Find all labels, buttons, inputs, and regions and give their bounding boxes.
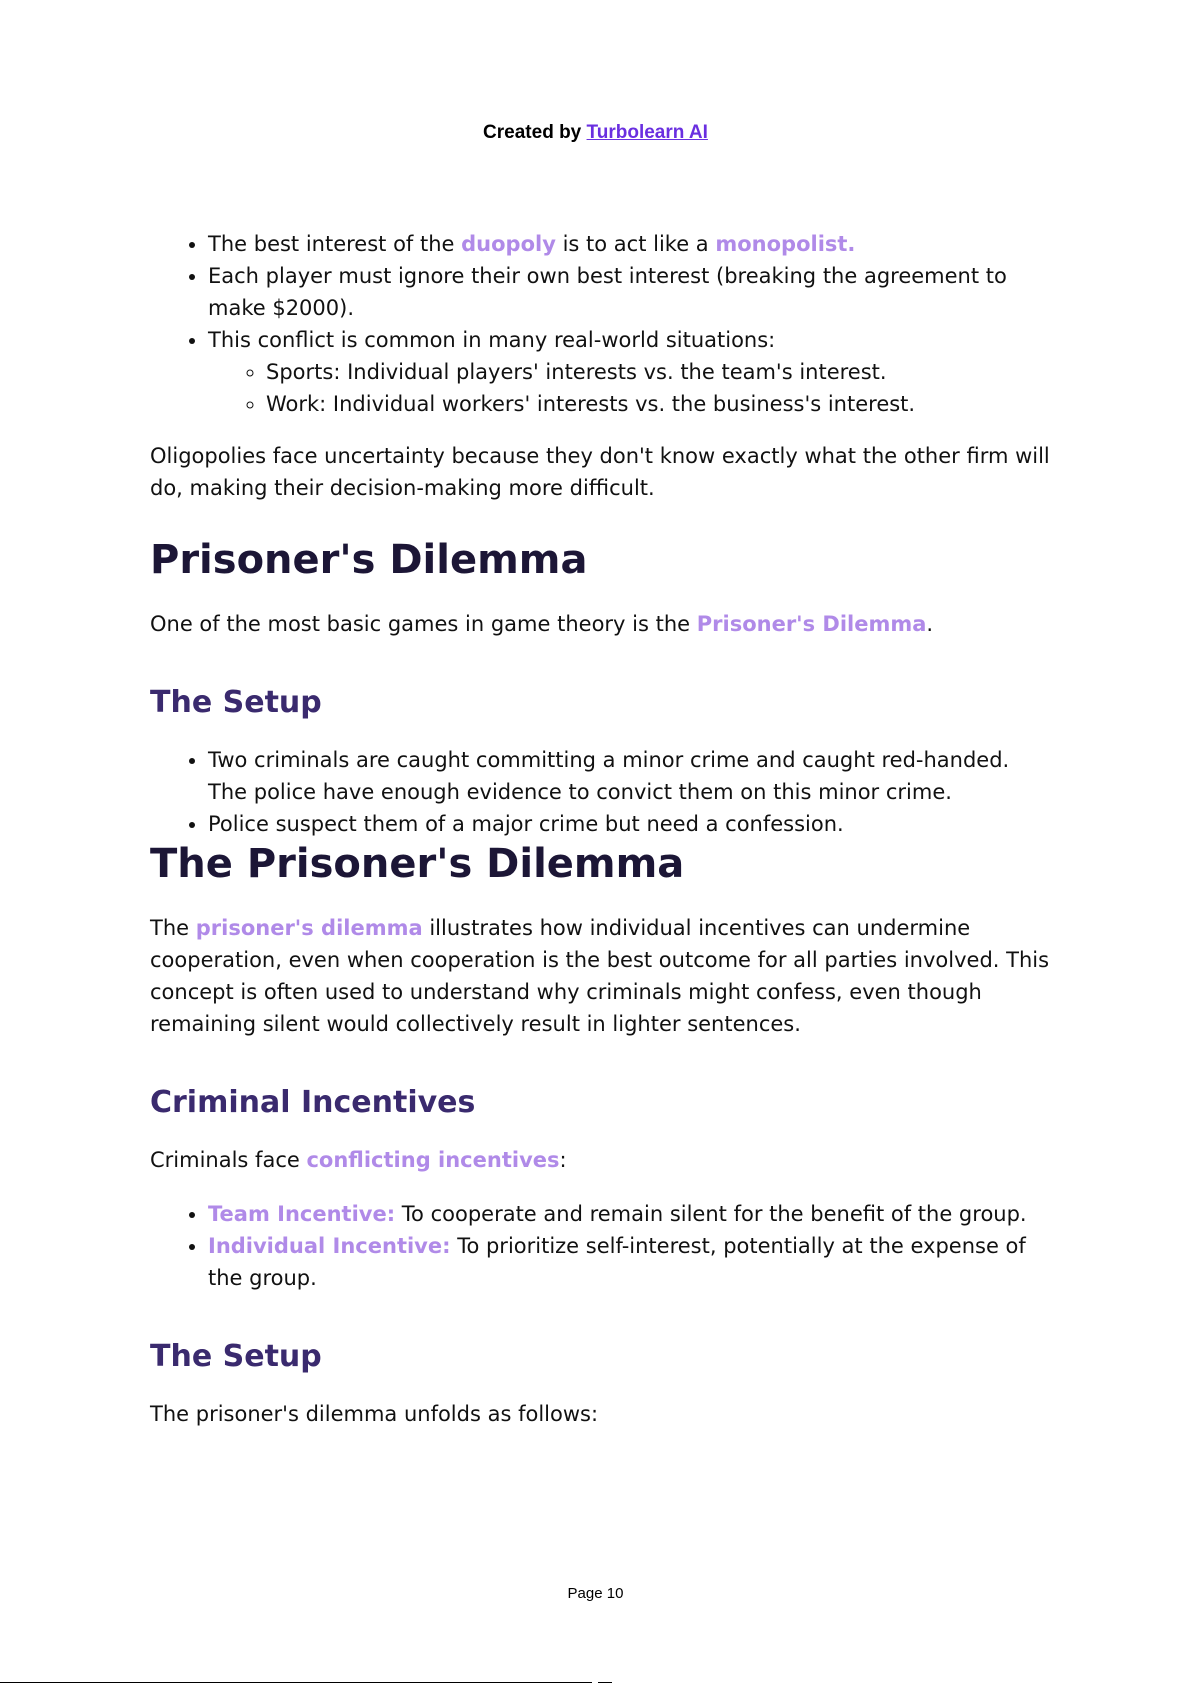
sub-list: [208, 356, 1050, 420]
document-body: [150, 228, 1050, 1430]
highlight-team-incentive: Team Incentive:: [208, 1202, 396, 1226]
list-item: • Team Incentive: To cooperate and remain silent for the benefit of the group.: [208, 1198, 1050, 1230]
setup-list: [150, 744, 1050, 840]
section1-paragraph: One of the most basic games in game theory is the Prisoner's Dilemma.: [150, 612, 934, 636]
oligopoly-paragraph: Oligopolies face uncertainty because they don't know exactly what the other firm will do, making their decision-making more difficult.: [150, 444, 1050, 500]
highlight-monopolist: monopolist.: [715, 232, 856, 256]
bottom-divider: [0, 1682, 592, 1683]
section2-paragraph: The prisoner's dilemma illustrates how individual incentives can undermine cooperation, even when cooperation is the best outcome for all parties involved. This concept is often used to understand why criminals might confess, even though remaining silent would collectively result in lighter sentences.: [150, 916, 1050, 1036]
incentives-list: [150, 1198, 1050, 1294]
highlight-duopoly: duopoly: [461, 232, 556, 256]
list-item: • Individual Incentive: To prioritize self-interest, potentially at the expense of the group.: [208, 1230, 1050, 1294]
sub-list-item: ◦ Work: Individual workers' interests vs. the business's interest.: [266, 388, 1050, 420]
heading-the-prisoners-dilemma: The Prisoner's Dilemma: [150, 841, 685, 887]
highlight-conflicting-incentives: conflicting incentives: [306, 1148, 560, 1172]
heading-prisoners-dilemma: Prisoner's Dilemma: [150, 537, 588, 583]
list-item: • Two criminals are caught committing a minor crime and caught red-handed. The police have enough evidence to convict them on this minor crime.: [208, 744, 1050, 808]
list-item: • This conflict is common in many real-world situations: ◦ Sports: Individual players' interests vs. the team's interest. ◦ Work: Individual workers' interests vs. the business's interest.: [208, 324, 1050, 420]
list-item: • The best interest of the duopoly is to act like a monopolist.: [208, 228, 1050, 260]
highlight-individual-incentive: Individual Incentive:: [208, 1234, 451, 1258]
page-number: Page 10: [567, 1585, 624, 1602]
turbolearn-link[interactable]: Turbolearn AI: [586, 122, 708, 143]
list-item: • Police suspect them of a major crime but need a confession.: [208, 808, 1050, 840]
bottom-divider-small: [598, 1682, 612, 1683]
page-header: [0, 122, 1191, 144]
setup2-paragraph: The prisoner's dilemma unfolds as follows:: [150, 1402, 599, 1426]
list-item: • Each player must ignore their own best interest (breaking the agreement to make $2000).: [208, 260, 1050, 324]
incentives-paragraph: Criminals face conflicting incentives:: [150, 1148, 567, 1172]
heading-criminal-incentives: Criminal Incentives: [150, 1085, 476, 1120]
highlight-prisoners-dilemma: Prisoner's Dilemma: [696, 612, 927, 636]
sub-list-item: ◦ Sports: Individual players' interests vs. the team's interest.: [266, 356, 1050, 388]
heading-the-setup: The Setup: [150, 685, 322, 720]
intro-list: [150, 228, 1050, 420]
heading-the-setup-2: The Setup: [150, 1339, 322, 1374]
highlight-prisoners-dilemma-lower: prisoner's dilemma: [195, 916, 423, 940]
header-prefix: Created by: [483, 122, 587, 143]
